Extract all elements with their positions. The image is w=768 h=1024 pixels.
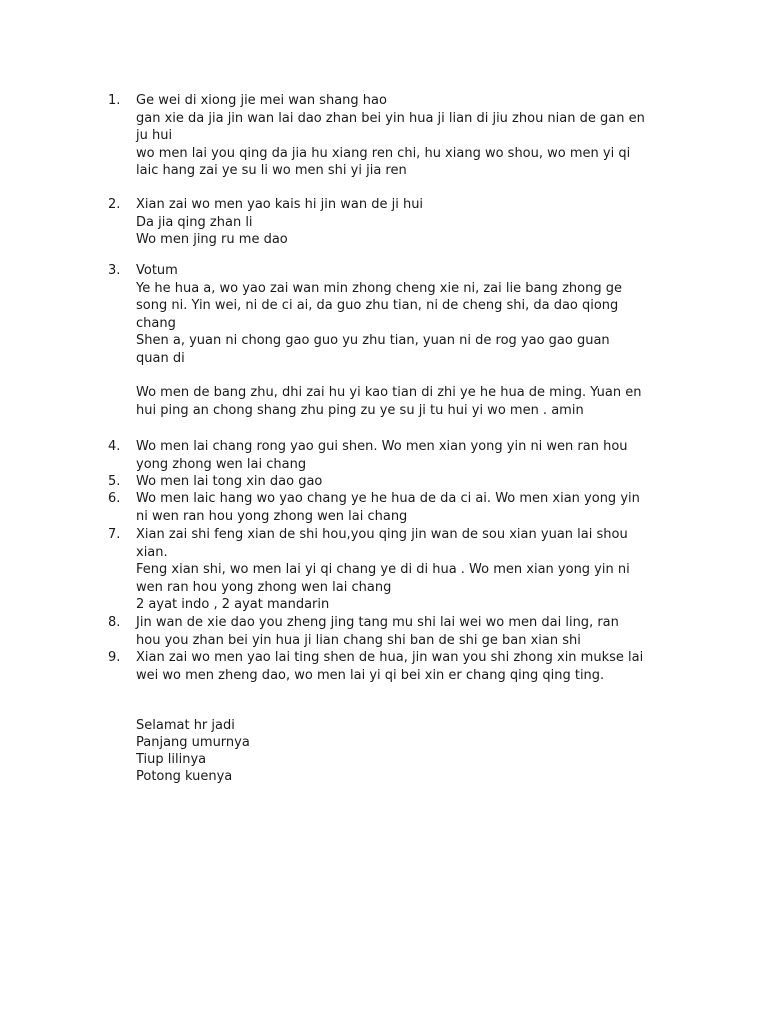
list-item-line: Da jia qing zhan li [136,214,253,230]
list-item-number: 8. [108,615,121,630]
closing-line: Tiup lilinya [136,752,207,767]
list-item-1 [108,92,688,180]
closing-line: Potong kuenya [136,769,233,784]
list-item-line: Xian zai wo men yao kais hi jin wan de ji hui [136,197,424,212]
list-item-number: 5. [108,474,121,489]
list-item-line: Wo men lai tong xin dao gao [136,474,323,489]
list-item-line: Ye he hua a, wo yao zai wan min zhong cheng xie ni, zai lie bang zhong ge [136,280,622,296]
list-item-line: Wo men jing ru me dao [136,232,288,247]
list-item-number: 4. [108,439,121,454]
list-item-number: 1. [108,93,121,108]
list-item-line: song ni. Yin wei, ni de ci ai, da guo zhu tian, ni de cheng shi, da dao qiong [136,298,619,313]
list-item-number: 3. [108,263,121,278]
list-item-line: Wo men laic hang wo yao chang ye he hua de da ci ai. Wo men xian yong yin [136,491,640,506]
closing-line: Selamat hr jadi [136,718,235,733]
closing-line: Panjang umurnya [136,735,250,750]
list-item-3 [108,262,688,419]
list-item-line: ju hui [136,128,173,143]
list-item-line: gan xie da jia jin wan lai dao zhan bei yin hua ji lian di jiu zhou nian de gan en [136,110,645,126]
list-item-9 [108,649,688,684]
list-item-6 [108,490,688,525]
list-item-line: 2 ayat indo , 2 ayat mandarin [136,597,330,612]
list-item-7 [108,526,688,614]
list-item-number: 2. [108,197,121,212]
list-item-number: 7. [108,527,121,542]
list-item-number: 9. [108,650,121,665]
list-item-line: quan di [136,350,185,366]
list-item-line: Votum [136,263,178,278]
list-item-line: Wo men de bang zhu, dhi zai hu yi kao tian di zhi ye he hua de ming. Yuan en [136,385,642,400]
list-item-line: wei wo men zheng dao, wo men lai yi qi bei xin er chang qing qing ting. [136,667,605,683]
list-item-line: laic hang zai ye su li wo men shi yi jia ren [136,163,407,178]
list-item-line: wen ran hou yong zhong wen lai chang [136,579,392,595]
list-item-line: Xian zai wo men yao lai ting shen de hua, jin wan you shi zhong xin mukse lai [136,650,644,665]
list-item-4 [108,438,688,473]
closing-block [136,717,250,785]
list-item-5 [108,473,688,491]
list-item-line: ni wen ran hou yong zhong wen lai chang [136,508,408,524]
list-item-line: Xian zai shi feng xian de shi hou,you qing jin wan de sou xian yuan lai shou [136,527,628,542]
list-item-line: hou you zhan bei yin hua ji lian chang shi ban de shi ge ban xian shi [136,632,581,648]
list-item-line: chang [136,315,176,331]
paragraph-gap [108,367,688,384]
list-item-line: Jin wan de xie dao you zheng jing tang mu shi lai wei wo men dai ling, ran [136,615,619,630]
list-item-line: yong zhong wen lai chang [136,456,307,472]
list-item-line: Shen a, yuan ni chong gao guo yu zhu tian, yuan ni de rog yao gao guan [136,333,610,348]
list-item-line: Ge wei di xiong jie mei wan shang hao [136,93,387,108]
list-item-number: 6. [108,491,121,506]
list-item-2 [108,196,688,249]
list-item-8 [108,614,688,649]
list-item-line: wo men lai you qing da jia hu xiang ren chi, hu xiang wo shou, wo men yi qi [136,145,631,161]
list-item-line: Wo men lai chang rong yao gui shen. Wo men xian yong yin ni wen ran hou [136,439,628,454]
list-item-line: hui ping an chong shang zhu ping zu ye su ji tu hui yi wo men . amin [136,402,584,418]
list-item-line: xian. [136,544,168,560]
list-item-line: Feng xian shi, wo men lai yi qi chang ye di di hua . Wo men xian yong yin ni [136,562,630,577]
